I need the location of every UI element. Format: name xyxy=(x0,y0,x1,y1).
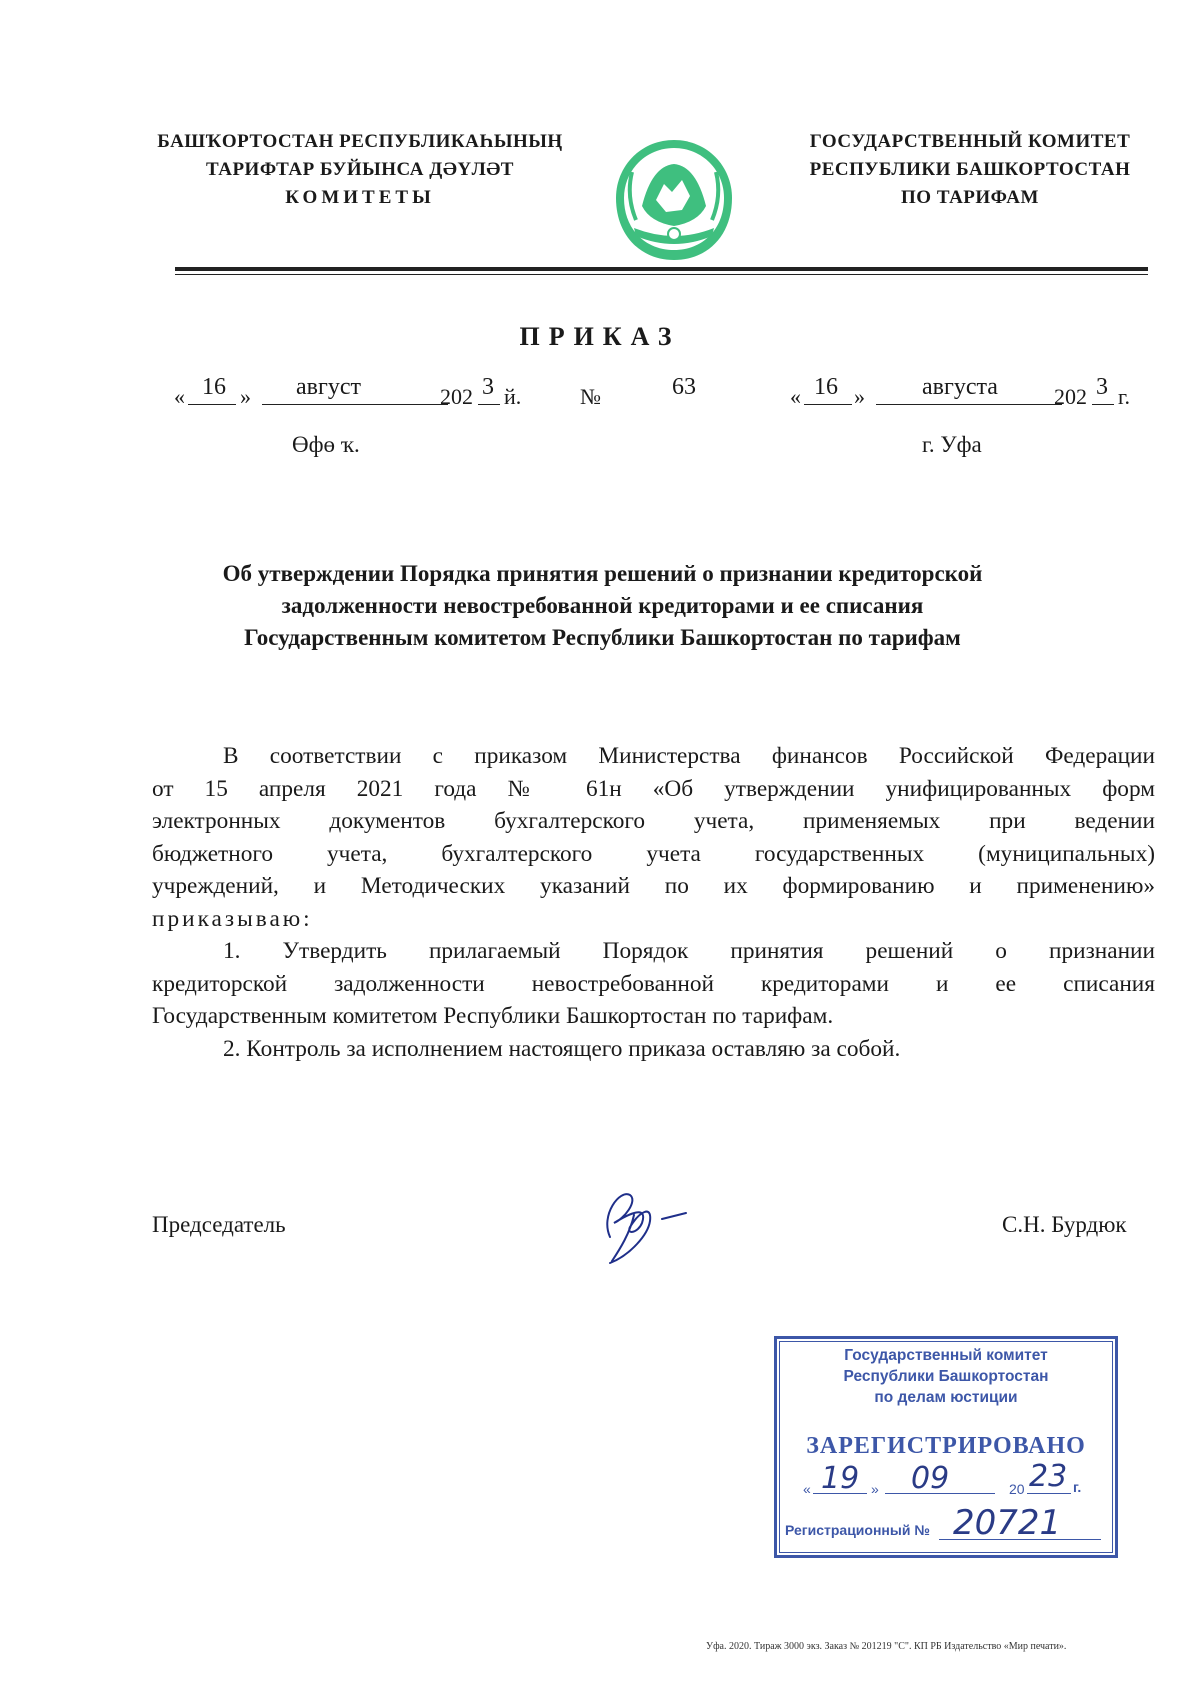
header-left-line-3: КОМИТЕТЫ xyxy=(285,187,435,208)
stamp-org-line-2: Республики Башкортостан xyxy=(843,1368,1049,1385)
stamp-org-line-3: по делам юстиции xyxy=(874,1389,1018,1406)
stamp-year: 23 xyxy=(1029,1459,1068,1494)
signature-position: Председатель xyxy=(152,1212,286,1237)
handwritten-signature xyxy=(590,1175,700,1265)
city-bashkir: Өфө ҡ. xyxy=(292,432,360,457)
date-right-open-quote: « xyxy=(790,384,801,409)
body-p1-line-3: электронных документов бухгалтерского учета, применяемых при ведении xyxy=(152,808,1155,834)
body-p1-line-1: В соответствии с приказом Министерства финансов Российской Федерации xyxy=(223,743,1155,769)
header-right-line-1: ГОСУДАРСТВЕННЫЙ КОМИТЕТ xyxy=(809,131,1131,152)
header-right-russian xyxy=(780,128,1160,212)
body-p2-line-3: Государственным комитетом Республики Башкортостан по тарифам. xyxy=(152,1003,834,1029)
stamp-year-prefix: 20 xyxy=(1009,1481,1025,1497)
signatory-name: С.Н. Бурдюк xyxy=(1002,1212,1127,1237)
order-body xyxy=(152,740,1155,1065)
body-p3: 2. Контроль за исполнением настоящего приказа оставляю за собой. xyxy=(223,1035,901,1062)
heading-line-1: Об утверждении Порядка принятия решений о признании кредиторской xyxy=(222,561,983,586)
registration-stamp xyxy=(774,1336,1118,1558)
heading-line-2: задолженности невостребованной кредиторами и ее списания xyxy=(281,593,924,618)
body-p2-line-1: 1. Утвердить прилагаемый Порядок принятия решений о признании xyxy=(223,938,1155,964)
stamp-registered-label: ЗАРЕГИСТРИРОВАНО xyxy=(806,1433,1086,1459)
date-line-right xyxy=(790,374,1160,412)
body-p1-line-4: бюджетного учета, бухгалтерского учета государственных (муниципальных) xyxy=(152,840,1155,867)
date-left-day: 16 xyxy=(202,374,226,400)
stamp-open-quote: « xyxy=(803,1481,811,1497)
printer-footer: Уфа. 2020. Тираж 3000 экз. Заказ № 201219 "С". КП РБ Издательство «Мир печати». xyxy=(706,1641,1067,1652)
stamp-close-quote: » xyxy=(871,1481,879,1497)
stamp-registration-label: Регистрационный № xyxy=(785,1522,930,1538)
header-right-line-2: РЕСПУБЛИКИ БАШКОРТОСТАН xyxy=(809,159,1131,180)
date-right-suffix: г. xyxy=(1118,384,1131,409)
stamp-organization xyxy=(777,1345,1115,1408)
stamp-month: 09 xyxy=(911,1461,950,1496)
date-right-year-digit: 3 xyxy=(1096,374,1108,400)
header-right-line-3: ПО ТАРИФАМ xyxy=(901,187,1039,208)
date-left-year-prefix: 202 xyxy=(440,384,473,409)
header-left-bashkir xyxy=(150,128,570,212)
date-left-suffix: й. xyxy=(504,384,522,409)
stamp-org-line-1: Государственный комитет xyxy=(844,1347,1048,1364)
header-left-line-1: БАШҠОРТОСТАН РЕСПУБЛИКАҺЫНЫҢ xyxy=(157,131,563,152)
date-left-close-quote: » xyxy=(240,384,251,409)
date-right-close-quote: » xyxy=(854,384,865,409)
stamp-date xyxy=(803,1459,1103,1501)
date-right-month: августа xyxy=(922,374,998,400)
date-left-year-digit: 3 xyxy=(482,374,494,400)
heading-line-3: Государственным комитетом Республики Башкортостан по тарифам xyxy=(244,625,961,650)
date-left-month: август xyxy=(296,374,361,400)
order-number-value: 63 xyxy=(672,374,696,400)
stamp-registration-number: 20721 xyxy=(953,1503,1062,1543)
document-type-title: ПРИКАЗ xyxy=(519,322,681,351)
header-divider-thick xyxy=(175,267,1148,271)
date-right-day: 16 xyxy=(814,374,838,400)
stamp-year-suffix: г. xyxy=(1073,1479,1082,1495)
body-p1-line-2: от 15 апреля 2021 года № 61н «Об утверждении унифицированных форм xyxy=(152,775,1155,802)
header-divider-thin xyxy=(175,274,1148,275)
coat-of-arms-emblem-icon xyxy=(612,136,736,264)
body-p2-line-2: кредиторской задолженности невостребованной кредиторами и ее списания xyxy=(152,970,1155,997)
date-right-year-prefix: 202 xyxy=(1054,384,1087,409)
body-order-word: приказываю: xyxy=(152,905,313,932)
stamp-day: 19 xyxy=(821,1461,860,1496)
order-heading xyxy=(140,558,1065,654)
date-left-open-quote: « xyxy=(174,384,185,409)
header-left-line-2: ТАРИФТАР БУЙЫНСА ДӘҮЛӘТ xyxy=(206,159,514,180)
number-sign-label: № xyxy=(580,384,601,409)
city-russian: г. Уфа xyxy=(922,432,982,457)
date-line-left xyxy=(174,374,544,412)
body-p1-line-5: учреждений, и Методических указаний по их формированию и применению» xyxy=(152,873,1155,899)
